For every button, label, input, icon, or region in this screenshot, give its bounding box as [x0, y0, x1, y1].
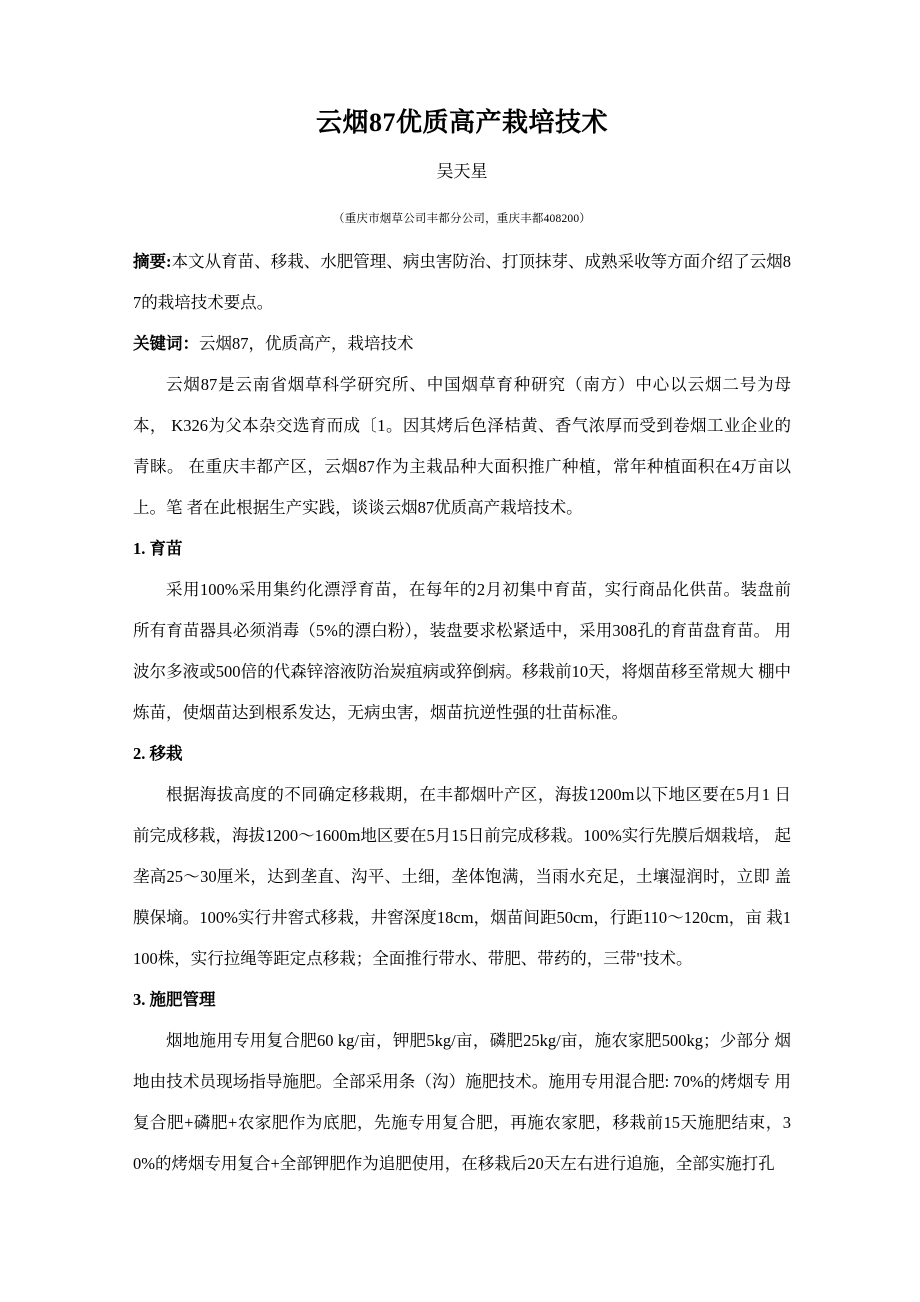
page-title: 云烟87优质高产栽培技术 [315, 108, 608, 137]
section-heading-1: 1. 育苗 [133, 539, 183, 558]
document-content [133, 0, 791, 1184]
section-heading-3: 3. 施肥管理 [133, 990, 216, 1009]
section-heading-2: 2. 移栽 [133, 744, 183, 763]
abstract-paragraph [133, 227, 791, 323]
section-body-1: 采用100%采用集约化漂浮育苗，在每年的2月初集中育苗，实行商品化供苗。装盘前 所有育苗器具必须消毒（5%的漂白粉），装盘要求松紧适中，采用308孔的育苗盘育苗。 用波尔多液或500倍的代森锌溶液防治炭疽病或猝倒病。移栽前10天，将烟苗移至常规大 棚中炼苗，使烟苗达到根系发达，无病虫害，烟苗抗逆性强的壮苗标准。 [133, 580, 791, 722]
keywords-label: 关键词： [133, 334, 199, 353]
abstract-label: 摘要: [133, 252, 172, 271]
keywords-paragraph [133, 323, 791, 364]
author-affiliation: （重庆市烟草公司丰都分公司，重庆丰都408200） [333, 213, 591, 225]
section-body-3: 烟地施用专用复合肥60 kg/亩，钾肥5kg/亩，磷肥25kg/亩，施农家肥500kg；少部分 烟地由技术员现场指导施肥。全部采用条（沟）施肥技术。施用专用混合肥: 70%的烤烟专 用复合肥+磷肥+农家肥作为底肥，先施专用复合肥，再施农家肥，移栽前15天施肥结束，30%的烤烟专用复合+全部钾肥作为追肥使用，在移栽后20天左右进行追施，全部实施打孔 [133, 1031, 791, 1173]
author-name: 吴天星 [436, 162, 488, 181]
abstract-text: 本文从育苗、移栽、水肥管理、病虫害防治、打顶抹芽、成熟采收等方面介绍了云烟87的栽培技术要点。 [133, 252, 792, 312]
section-body-2: 根据海拔高度的不同确定移栽期，在丰都烟叶产区，海拔1200m以下地区要在5月1 日前完成移栽，海拔1200～1600m地区要在5月15日前完成移栽。100%实行先膜后烟栽培， 起垄高25～30厘米，达到垄直、沟平、土细，垄体饱满，当雨水充足，土壤湿润时，立即 盖膜保墒。100%实行井窖式移栽，井窖深度18cm，烟苗间距50cm，行距110～120cm，亩 栽1100株，实行拉绳等距定点移栽；全面推行带水、带肥、带药的，三带"技术。 [133, 785, 791, 968]
intro-paragraph: 云烟87是云南省烟草科学研究所、中国烟草育种研究（南方）中心以云烟二号为母本， K326为父本杂交选育而成〔1。因其烤后色泽桔黄、香气浓厚而受到卷烟工业企业的青睐。 在重庆丰都产区，云烟87作为主栽品种大面积推广种植，常年种植面积在4万亩以上。笔 者在此根据生产实践，谈谈云烟87优质高产栽培技术。 [133, 375, 791, 517]
keywords-text: 云烟87，优质高产，栽培技术 [199, 334, 414, 353]
